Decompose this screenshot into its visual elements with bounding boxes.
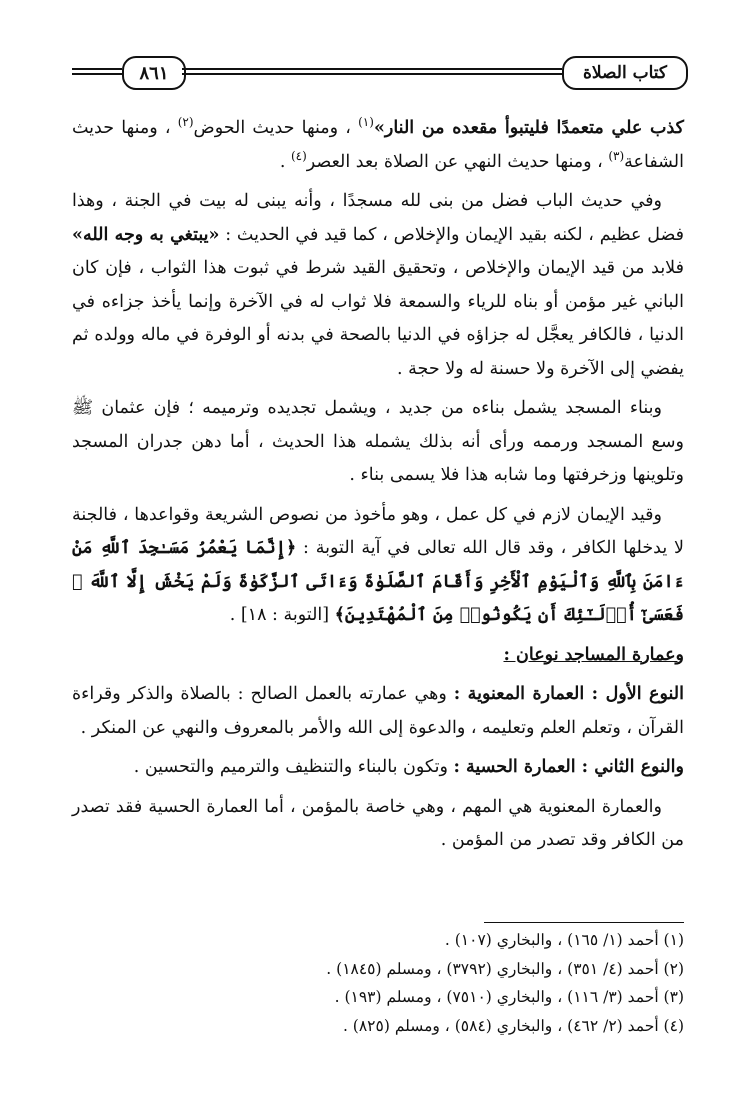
subheading-second-type: والنوع الثاني : العمارة الحسية : (453, 757, 684, 777)
section-heading: وعمارة المساجد نوعان : (503, 644, 684, 665)
text: ، ومنها حديث الشفاعة (72, 118, 684, 172)
page-number: ٨٦١ (122, 56, 186, 90)
text: وتكون بالبناء والتنظيف والترميم والتحسين . (133, 757, 454, 777)
footnote-ref-2: (٢) (177, 115, 194, 130)
text: وقيد الإيمان لازم في كل عمل ، وهو مأخوذ من نصوص الشريعة وقواعدها ، فالجنة لا يدخلها الكافر ، وقد قال الله تعالى في آية التوبة : (72, 504, 684, 558)
paragraph-5 (72, 678, 684, 745)
footnote-2: (٢) أحمد (٤/ ٣٥١) ، والبخاري (٣٧٩٢) ، ومسلم (١٨٤٥) . (326, 959, 684, 978)
header-rule-middle (182, 68, 562, 75)
footnote-1: (١) أحمد (١/ ١٦٥) ، والبخاري (١٠٧) . (444, 931, 684, 949)
book-title: كتاب الصلاة (562, 56, 688, 90)
footnote-ref-1: (١) (358, 115, 374, 130)
main-text (72, 112, 684, 864)
footnote-separator (484, 922, 684, 923)
text: . (279, 151, 291, 172)
footnote-3: (٣) أحمد (٣/ ١١٦) ، والبخاري (٧٥١٠) ، ومسلم (١٩٣) . (334, 988, 684, 1006)
paragraph-1 (72, 112, 684, 179)
text: ، ومنها حديث النهي عن الصلاة بعد العصر (306, 151, 609, 172)
text: وهي عمارته بالعمل الصالح : بالصلاة والذكر وقراءة القرآن ، وتعلم العلم وتعليمه ، والدعوة إلى الله والأمر بالمعروف والنهي عن المنكر . (72, 684, 684, 738)
paragraph-7: والعمارة المعنوية هي المهم ، وهي خاصة بالمؤمن ، أما العمارة الحسية فقد تصدر من الكافر وقد تصدر من المؤمن . (72, 796, 684, 850)
footnote-4: (٤) أحمد (٢/ ٤٦٢) ، والبخاري (٥٨٤) ، ومسلم (٨٢٥) . (342, 1016, 684, 1035)
paragraph-2 (72, 185, 684, 386)
verse-reference: [التوبة : ١٨] . (229, 605, 335, 625)
subheading-first-type: النوع الأول : العمارة المعنوية : (453, 684, 684, 704)
hadith-quote: كذب علي متعمدًا فليتبوأ مقعده من النار» (373, 118, 684, 138)
footnotes (72, 926, 684, 1040)
text: وفي حديث الباب فضل من بنى لله مسجدًا ، وأنه يبنى له بيت في الجنة ، وهذا فضل عظيم ، لكنه بقيد الإيمان والإخلاص ، كما قيد في الحديث : (72, 191, 684, 245)
footnote-ref-4: (٤) (290, 148, 307, 163)
footnote-ref-3: (٣) (608, 148, 625, 163)
text: فلابد من قيد الإيمان والإخلاص ، وتحقيق القيد شرط في ثبوت هذا الثواب ، فإن كان الباني غير مؤمن أو بناه للرياء والسمعة فلا ثواب له في الآخرة وإنما يأخذ جزاءه في الدنيا ، فالكافر يعجَّل له جزاؤه في الدنيا بالصحة في بدنه أو الوفرة في ماله وولده ثم يفضي إلى الآخرة ولا حسنة له ولا حجة . (72, 258, 684, 379)
text: ، ومنها حديث الحوض (193, 118, 359, 138)
paragraph-6 (72, 751, 684, 785)
hadith-quote: «يبتغي به وجه الله» (72, 224, 220, 245)
paragraph-4 (72, 499, 684, 633)
header-rule-left (72, 68, 122, 75)
paragraph-3: وبناء المسجد يشمل بناءه من جديد ، ويشمل تجديده وترميمه ؛ فإن عثمان ﷺ وسع المسجد ورممه ورأى أنه بذلك يشمله هذا الحديث ، أما دهن جدران المسجد وتلوينها وزخرفتها وما شابه هذا فلا يسمى بناء . (72, 398, 684, 485)
page-header (72, 56, 688, 92)
quran-verse: ﴿إِنَّمَا يَعْمُرُ مَسَـٰجِدَ ٱللَّهِ مَنْ ءَامَنَ بِٱللَّهِ وَٱلْيَوْمِ ٱلْأَخِرِ وَأَقَامَ ٱلصَّلَوٰةَ وَءَاتَى ٱلزَّكَوٰةَ وَلَمْ يَخْشَ إِلَّا ٱللَّهَ ۖ فَعَسَىٰٓ أُو۟لَـٰٓئِكَ أَن يَكُونُوا۟ مِنَ ٱلْمُهْتَدِينَ﴾ (72, 538, 684, 625)
